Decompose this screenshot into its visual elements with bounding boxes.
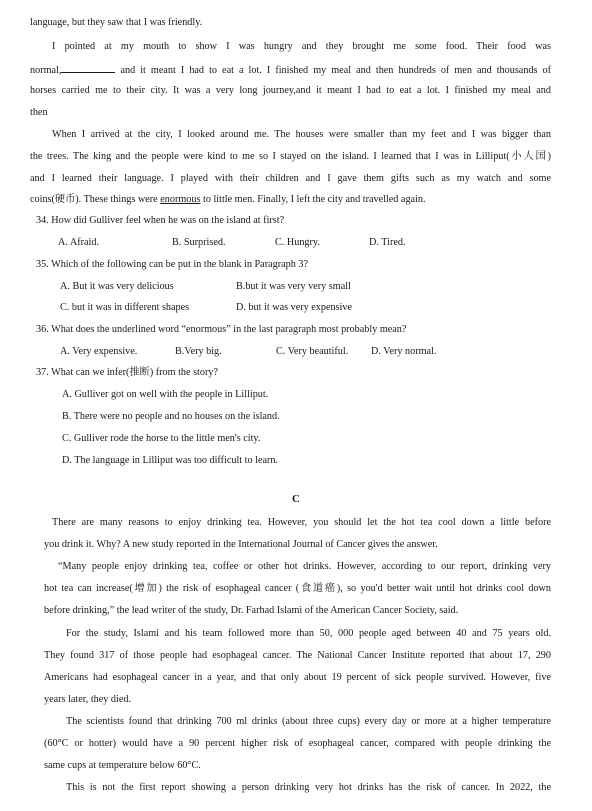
- section-c-line: you drink it. Why? A new study reported in the International Journal of Cancer gives the answer.: [44, 539, 438, 550]
- question-35-stem: 35. Which of the following can be put in the blank in Paragraph 3?: [36, 259, 308, 270]
- section-c-line: years later, they died.: [44, 694, 131, 705]
- section-c-line: There are many reasons to enjoy drinking tea. However, you should let the hot tea cool down a little before: [52, 517, 551, 528]
- question-35-option-b[interactable]: B.but it was very very small: [236, 281, 351, 292]
- section-c-line: before drinking,” the lead writer of the study, Dr. Farhad Islami of the American Cancer Society, said.: [44, 605, 459, 616]
- section-c-line: Americans had esophageal cancer in a year, and that only about 19 percent of sick people survived. However, five: [44, 672, 551, 683]
- passage-b-p2-text: and it meant I had to eat a lot. I finished my meal and then hundreds of men and thousands of: [120, 65, 552, 76]
- question-34-option-c[interactable]: C. Hungry.: [275, 237, 320, 248]
- question-34-option-b[interactable]: B. Surprised.: [172, 237, 226, 248]
- section-c-line: This is not the first report showing a person drinking very hot drinks has the risk of cancer. In 2022, the: [66, 782, 551, 793]
- passage-b-p2-line: I pointed at my mouth to show I was hungry and they brought me some food. Their food was: [52, 41, 551, 52]
- question-37-option-d[interactable]: D. The language in Lilliput was too difficult to learn.: [62, 455, 279, 466]
- passage-b-p3-line: When I arrived at the city, I looked around me. The houses were smaller than my feet and I was bigger than: [52, 129, 551, 140]
- section-c-line: The scientists found that drinking 700 ml drinks (about three cups) every day or more at a higher temperature: [66, 716, 551, 727]
- answer-blank: [61, 64, 115, 73]
- section-c-line: They found 317 of those people had esophageal cancer. The National Cancer Institute reported that about 17, 290: [44, 650, 551, 661]
- question-35-option-d[interactable]: D. but it was very expensive: [236, 302, 352, 313]
- passage-b-p2-text: normal,: [30, 65, 62, 76]
- question-36-option-a[interactable]: A. Very expensive.: [60, 346, 138, 357]
- section-c-line: hot tea can increase(增加) the risk of esophageal cancer (食道癌), so you'd better wait until hot drinks cool down: [44, 583, 551, 594]
- question-37-option-a[interactable]: A. Gulliver got on well with the people in Lilliput.: [62, 389, 269, 400]
- section-c-line: same cups at temperature below 60°C.: [44, 760, 201, 771]
- question-34-option-d[interactable]: D. Tired.: [369, 237, 406, 248]
- passage-b-p3-line: [30, 174, 551, 184]
- underlined-word: enormous: [160, 194, 201, 205]
- question-36-option-d[interactable]: D. Very normal.: [371, 346, 437, 357]
- section-c-heading: C: [292, 493, 300, 505]
- question-36-stem: 36. What does the underlined word “enormous” in the last paragraph most probably mean?: [36, 324, 407, 335]
- passage-b-p2-line: horses carried me to their city. It was a very long journey,and it meant I had to eat a lot. I finished my meal and: [30, 85, 551, 96]
- passage-b-p2-line-with-blank: [30, 64, 551, 76]
- passage-b-p3-line: [30, 195, 426, 205]
- section-c-line: (60°C or hotter) would have a 90 percent higher risk of esophageal cancer, compared with people drinking the: [44, 738, 551, 749]
- passage-b-line: language, but they saw that I was friendly.: [30, 17, 203, 28]
- question-36-option-c[interactable]: C. Very beautiful.: [276, 346, 349, 357]
- question-34-option-a[interactable]: A. Afraid.: [58, 237, 100, 248]
- passage-b-p3-text: coins(硬币). These things were enormous to little men. Finally, I left the city and travelled again.: [30, 194, 426, 205]
- question-37-option-c[interactable]: C. Gulliver rode the horse to the little men's city.: [62, 433, 261, 444]
- passage-b-p3-text: and I learned their language. I played with their children and I gave them gifts such as my watch and some: [30, 173, 551, 184]
- question-37-option-b[interactable]: B. There were no people and no houses on the island.: [62, 411, 280, 422]
- section-c-line: For the study, Islami and his team followed more than 50, 000 people aged between 40 and 75 years old.: [66, 628, 551, 639]
- question-35-option-c[interactable]: C. but it was in different shapes: [60, 302, 190, 313]
- question-34-stem: 34. How did Gulliver feel when he was on the island at first?: [36, 215, 285, 226]
- passage-b-p3-line: the trees. The king and the people were kind to me so I stayed on the island. I learned that I was in Lilliput(小人国): [30, 151, 551, 162]
- section-c-line: “Many people enjoy drinking tea, coffee or other hot drinks. However, according to our report, drinking very: [58, 561, 551, 572]
- question-37-stem: 37. What can we infer(推断) from the story?: [36, 367, 218, 378]
- question-35-option-a[interactable]: A. But it was very delicious: [60, 281, 174, 292]
- question-36-option-b[interactable]: B.Very big.: [175, 346, 222, 357]
- passage-b-p2-line: then: [30, 107, 48, 118]
